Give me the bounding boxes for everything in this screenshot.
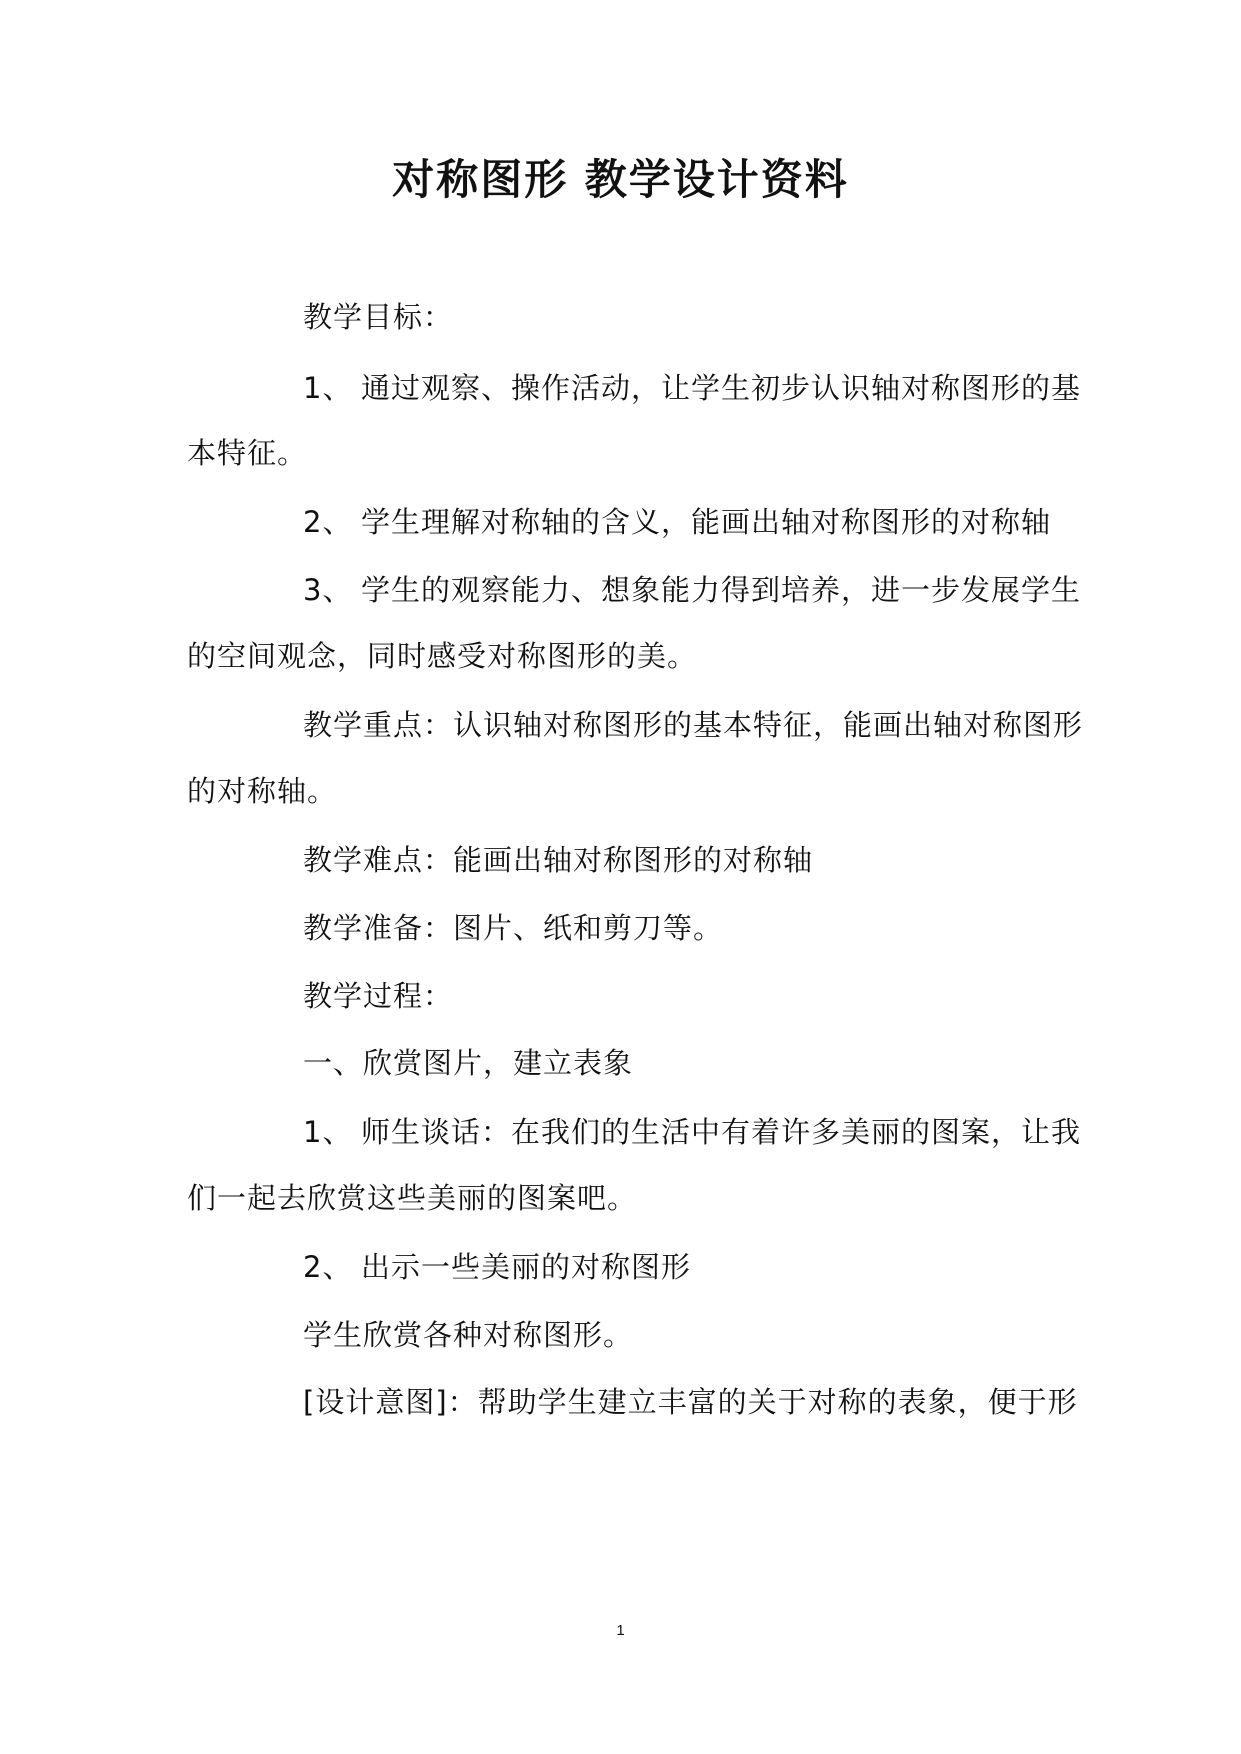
- objective-2-line: [303, 502, 1051, 542]
- step-1-continuation: 们一起去欣赏这些美丽的图案吧。: [187, 1181, 638, 1215]
- list-number: 1、: [303, 371, 353, 405]
- objective-3-continuation: 的空间观念，同时感受对称图形的美。: [187, 639, 698, 673]
- objective-1-line: [303, 368, 1081, 408]
- objective-3-line: [303, 570, 1081, 610]
- list-number: 2、: [303, 505, 353, 539]
- page-number: 1: [616, 1622, 625, 1639]
- list-text: 学生理解对称轴的含义，能画出轴对称图形的对称轴: [361, 505, 1052, 539]
- list-text: 通过观察、操作活动，让学生初步认识轴对称图形的基: [361, 371, 1082, 405]
- section-one-heading: 一、欣赏图片，建立表象: [303, 1046, 634, 1080]
- document-title: 对称图形 教学设计资料: [392, 155, 849, 204]
- design-intent-line: [设计意图]：帮助学生建立丰富的关于对称的表象，便于形: [303, 1385, 1078, 1419]
- list-text: 出示一些美丽的对称图形: [361, 1250, 692, 1284]
- process-heading: 教学过程：: [303, 979, 454, 1013]
- objective-1-continuation: 本特征。: [187, 436, 308, 470]
- list-number: 2、: [303, 1250, 353, 1284]
- key-points-continuation: 的对称轴。: [187, 774, 338, 808]
- list-text: 师生谈话：在我们的生活中有着许多美丽的图案，让我: [361, 1115, 1082, 1149]
- list-number: 1、: [303, 1115, 353, 1149]
- section-heading-objectives: 教学目标：: [303, 300, 454, 334]
- step-2-line: [303, 1247, 691, 1287]
- student-activity-line: 学生欣赏各种对称图形。: [303, 1318, 634, 1352]
- step-1-line: [303, 1112, 1081, 1152]
- preparation-line: 教学准备：图片、纸和剪刀等。: [303, 911, 724, 945]
- list-number: 3、: [303, 573, 353, 607]
- key-points-line: 教学重点：认识轴对称图形的基本特征，能画出轴对称图形: [303, 708, 1084, 742]
- list-text: 学生的观察能力、想象能力得到培养，进一步发展学生: [361, 573, 1082, 607]
- difficulties-line: 教学难点：能画出轴对称图形的对称轴: [303, 843, 814, 877]
